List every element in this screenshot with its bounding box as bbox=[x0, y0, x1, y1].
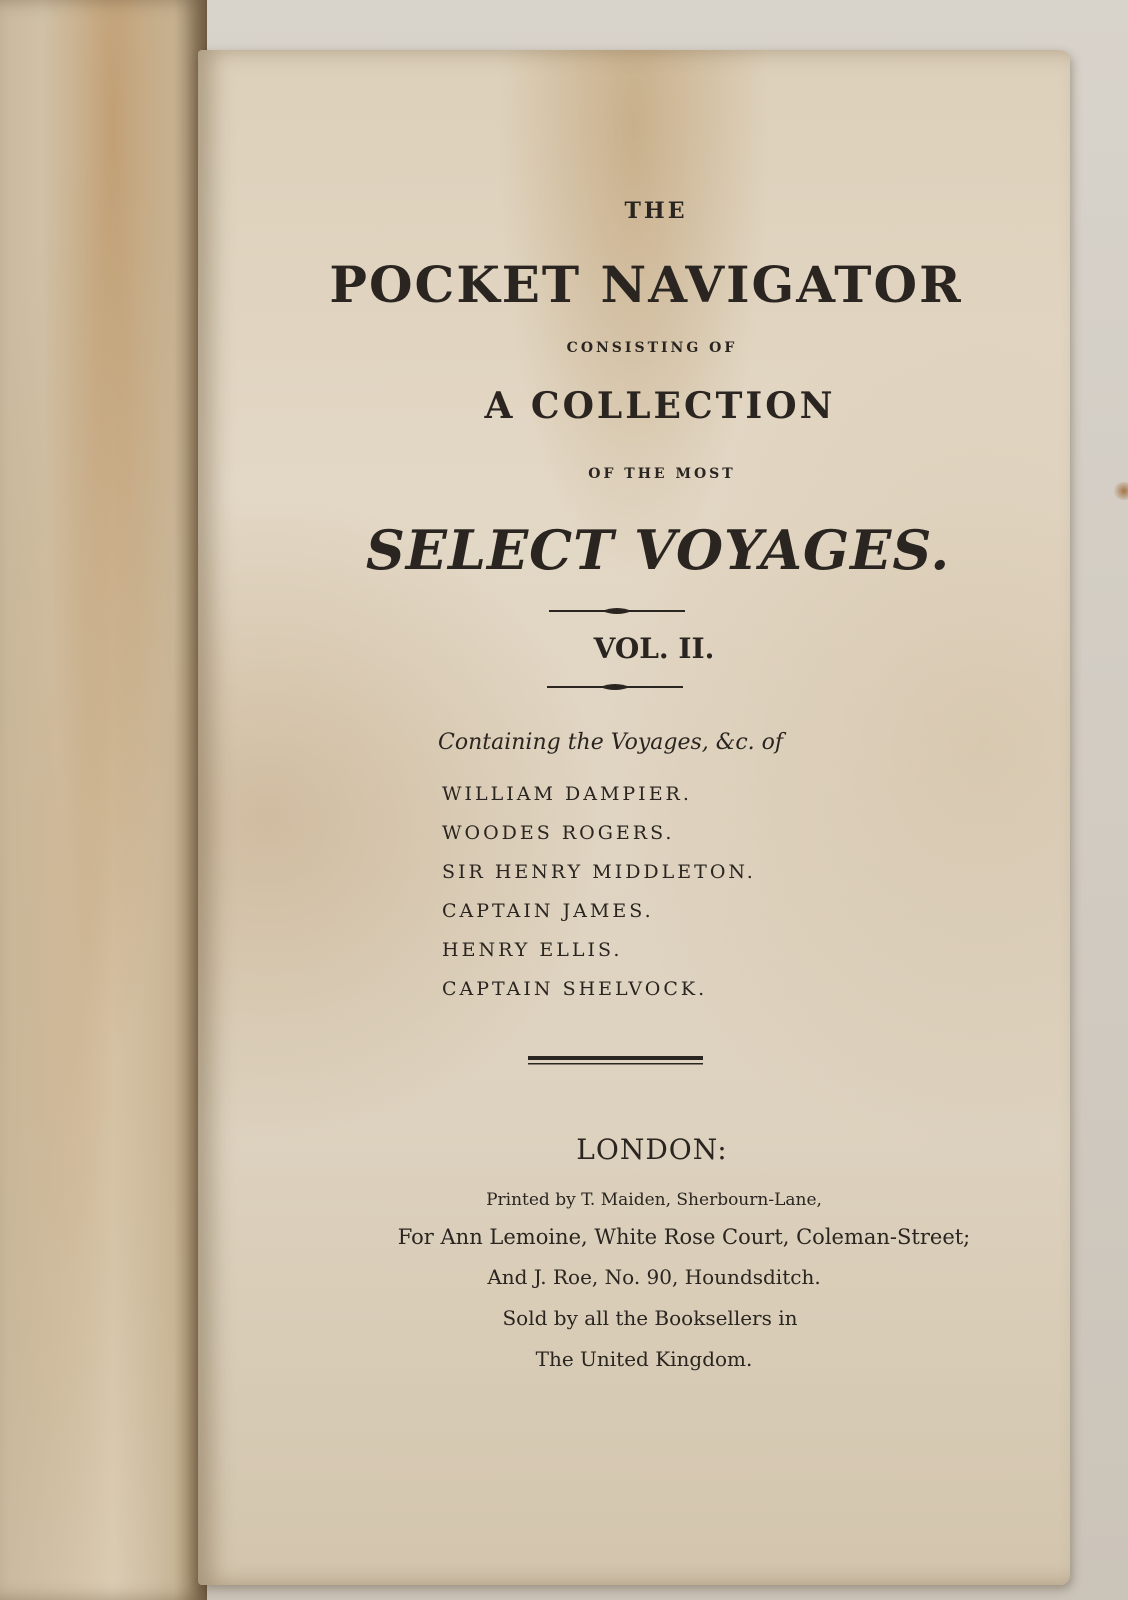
of-the-most-line: OF THE MOST bbox=[588, 466, 736, 482]
double-rule bbox=[528, 1055, 703, 1067]
consisting-of-line: CONSISTING OF bbox=[566, 340, 738, 356]
imprint-city: LONDON: bbox=[576, 1133, 728, 1166]
imprint-line: Printed by T. Maiden, Sherbourn-Lane, bbox=[486, 1190, 822, 1210]
volume-number: VOL. II. bbox=[593, 632, 715, 665]
title-page bbox=[198, 50, 1070, 1585]
imprint-line: For Ann Lemoine, White Rose Court, Coleman-Street; bbox=[397, 1225, 971, 1249]
imprint-line: The United Kingdom. bbox=[535, 1347, 753, 1371]
collection-line: A COLLECTION bbox=[484, 385, 836, 427]
voyager-name: WOODES ROGERS. bbox=[442, 822, 675, 844]
ornament-rule-top bbox=[547, 606, 687, 616]
voyager-name: CAPTAIN JAMES. bbox=[442, 900, 654, 922]
voyager-name: WILLIAM DAMPIER. bbox=[442, 783, 692, 805]
voyager-name: SIR HENRY MIDDLETON. bbox=[442, 861, 756, 883]
voyager-list bbox=[442, 775, 756, 1009]
imprint-line: And J. Roe, No. 90, Houndsditch. bbox=[487, 1265, 821, 1289]
left-page-edge bbox=[0, 0, 207, 1600]
foxing-spot bbox=[1113, 482, 1128, 500]
select-voyages-line: SELECT VOYAGES. bbox=[365, 518, 951, 582]
title-article: THE bbox=[624, 198, 688, 224]
voyager-name: CAPTAIN SHELVOCK. bbox=[442, 978, 708, 1000]
voyager-name: HENRY ELLIS. bbox=[442, 939, 623, 961]
ornament-rule-bottom bbox=[545, 682, 685, 692]
imprint-line: Sold by all the Booksellers in bbox=[502, 1306, 798, 1330]
containing-line: Containing the Voyages, &c. of bbox=[438, 730, 784, 755]
book-title: POCKET NAVIGATOR bbox=[329, 255, 963, 314]
